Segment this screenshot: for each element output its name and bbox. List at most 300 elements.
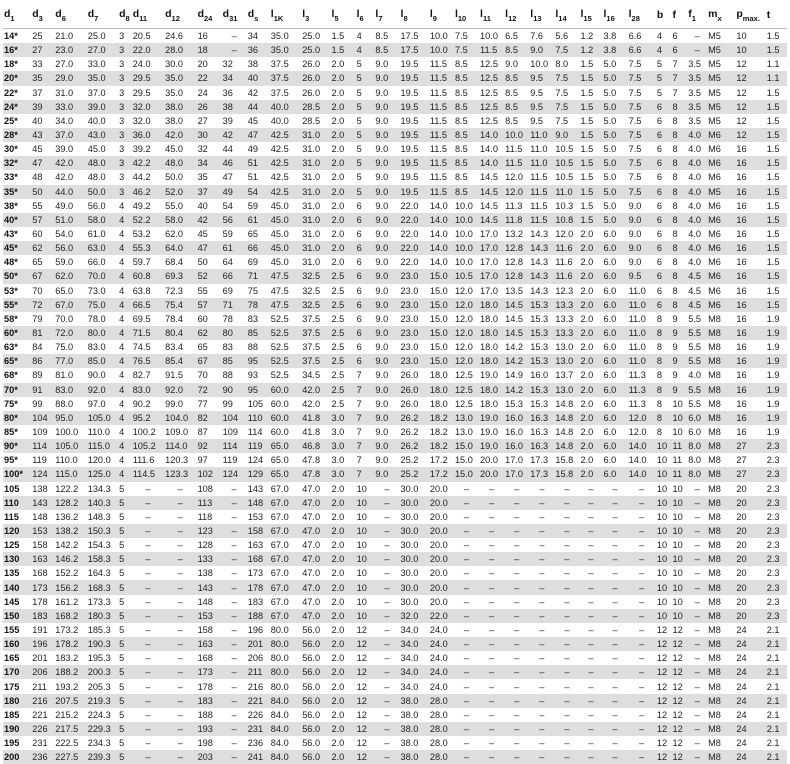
table-cell: 196 (31, 637, 54, 651)
table-cell: 20.0 (429, 580, 454, 594)
table-cell: 10.5 (554, 170, 579, 184)
table-cell: 20.0 (429, 482, 454, 496)
table-cell: 2.3 (766, 510, 787, 524)
table-cell: 5.0 (603, 213, 628, 227)
table-cell: 23.0 (54, 43, 86, 57)
table-cell: 5 (118, 679, 132, 693)
table-cell: – (479, 510, 504, 524)
table-cell: – (504, 651, 529, 665)
row-key-cell: 135 (3, 566, 31, 580)
table-cell: 31.0 (301, 128, 330, 142)
table-row (3, 241, 787, 255)
column-header (87, 2, 118, 29)
table-cell: 1.5 (766, 255, 787, 269)
column-header-symbol: b (657, 9, 663, 21)
table-cell: 40 (247, 71, 270, 85)
table-cell: 5.5 (687, 383, 707, 397)
table-row (3, 566, 787, 580)
table-cell: 11.6 (554, 255, 579, 269)
table-cell: 5.5 (687, 326, 707, 340)
table-cell: 67.0 (270, 482, 301, 496)
table-cell: 36 (222, 86, 247, 100)
table-cell: 40 (197, 199, 222, 213)
table-cell: 3.0 (330, 411, 355, 425)
table-cell: 80.0 (270, 651, 301, 665)
table-cell: 12.5 (454, 397, 479, 411)
table-cell: – (603, 694, 628, 708)
table-cell: 206 (31, 665, 54, 679)
table-cell: – (454, 665, 479, 679)
table-cell: 42 (222, 128, 247, 142)
table-cell: 90.0 (87, 368, 118, 382)
table-cell: 14.5 (479, 185, 504, 199)
table-cell: – (687, 29, 707, 44)
table-row (3, 665, 787, 679)
table-cell: 50 (197, 255, 222, 269)
table-cell: 1.9 (766, 312, 787, 326)
table-cell: – (454, 708, 479, 722)
table-cell: 67.0 (270, 496, 301, 510)
table-cell: 4.0 (687, 213, 707, 227)
table-cell: – (579, 524, 602, 538)
row-key-cell: 130 (3, 552, 31, 566)
table-row (3, 453, 787, 467)
table-cell: – (579, 708, 602, 722)
table-cell: 20.0 (479, 453, 504, 467)
table-cell: 2.0 (579, 340, 602, 354)
table-cell: 40.0 (270, 100, 301, 114)
table-cell: 10 (672, 580, 688, 594)
table-cell: – (222, 708, 247, 722)
table-cell: 105.0 (54, 439, 86, 453)
table-cell: 10 (356, 496, 375, 510)
table-cell: 8.5 (504, 100, 529, 114)
table-cell: – (603, 566, 628, 580)
table-cell: 12 (735, 71, 765, 85)
table-cell: 37 (31, 86, 54, 100)
table-cell: 1.2 (579, 43, 602, 57)
table-cell: – (164, 651, 196, 665)
table-cell: 12.5 (479, 114, 504, 128)
table-cell: 12 (656, 651, 672, 665)
table-cell: 6.0 (603, 255, 628, 269)
table-row (3, 213, 787, 227)
column-header-symbol: l (430, 8, 433, 20)
table-cell: 19.5 (400, 86, 429, 100)
table-cell: 1.5 (579, 199, 602, 213)
table-cell: 9.0 (374, 100, 399, 114)
table-cell: 2.0 (579, 411, 602, 425)
table-cell: 156.2 (54, 580, 86, 594)
table-row (3, 580, 787, 594)
table-cell: 24 (197, 86, 222, 100)
table-cell: 3.5 (687, 114, 707, 128)
table-cell: – (554, 750, 579, 764)
table-cell: M8 (707, 708, 735, 722)
table-cell: 14.0 (628, 439, 656, 453)
table-cell: 80.0 (270, 637, 301, 651)
table-cell: 2.0 (330, 538, 355, 552)
table-cell: 20 (735, 552, 765, 566)
table-cell: 44 (222, 142, 247, 156)
table-cell: – (454, 538, 479, 552)
table-cell: 2.0 (330, 566, 355, 580)
table-cell: M8 (707, 326, 735, 340)
table-cell: 61 (247, 213, 270, 227)
table-cell: M6 (707, 156, 735, 170)
table-cell: 148.3 (87, 510, 118, 524)
table-cell: 39.0 (87, 100, 118, 114)
table-cell: 6 (656, 255, 672, 269)
table-cell: 9.0 (374, 114, 399, 128)
table-cell: M8 (707, 425, 735, 439)
table-cell: – (628, 524, 656, 538)
row-key-cell: 85* (3, 425, 31, 439)
table-cell: 6.5 (504, 29, 529, 44)
column-header (479, 2, 504, 29)
table-cell: 48.0 (87, 156, 118, 170)
table-cell: 104 (31, 411, 54, 425)
table-cell: 8 (656, 368, 672, 382)
table-cell: – (603, 623, 628, 637)
table-cell: 31.0 (301, 156, 330, 170)
table-cell: 67.0 (270, 510, 301, 524)
table-cell: 14.0 (479, 142, 504, 156)
table-cell: 12 (672, 623, 688, 637)
table-cell: 205.3 (87, 679, 118, 693)
row-key-cell: 63* (3, 340, 31, 354)
table-cell: 71 (247, 269, 270, 283)
table-cell: – (529, 566, 554, 580)
table-cell: 173 (31, 580, 54, 594)
table-cell: 45 (31, 142, 54, 156)
table-cell: 47 (247, 128, 270, 142)
column-header-subscript: 7 (378, 14, 382, 23)
table-cell: 37.5 (270, 86, 301, 100)
table-cell: 59 (222, 227, 247, 241)
table-cell: 4 (118, 213, 132, 227)
table-cell: 30.0 (400, 595, 429, 609)
table-cell: – (628, 679, 656, 693)
table-cell: 110.0 (54, 453, 86, 467)
table-cell: 8.5 (454, 142, 479, 156)
table-cell: 211 (31, 679, 54, 693)
table-cell: 217.5 (54, 722, 86, 736)
table-cell: 16 (735, 142, 765, 156)
table-cell: 4.0 (687, 368, 707, 382)
table-cell: 50 (31, 185, 54, 199)
table-cell: 2.0 (579, 298, 602, 312)
table-cell: 38.0 (400, 694, 429, 708)
table-cell: 163 (31, 552, 54, 566)
table-row (3, 552, 787, 566)
table-cell: 2.1 (766, 736, 787, 750)
table-cell: – (579, 538, 602, 552)
table-cell: 6.0 (603, 439, 628, 453)
table-cell: 20 (735, 580, 765, 594)
table-cell: 62.0 (164, 227, 196, 241)
table-cell: 14.8 (554, 439, 579, 453)
table-cell: – (504, 595, 529, 609)
table-cell: – (164, 623, 196, 637)
table-cell: 8 (672, 269, 688, 283)
table-cell: 16 (735, 269, 765, 283)
table-cell: 9.0 (374, 467, 399, 481)
table-cell: 15.3 (529, 312, 554, 326)
table-cell: 183 (247, 595, 270, 609)
table-row (3, 439, 787, 453)
table-cell: 49 (222, 185, 247, 199)
table-cell: 28.0 (429, 750, 454, 764)
table-cell: – (687, 496, 707, 510)
table-cell: 6.0 (603, 298, 628, 312)
table-cell: 54 (247, 185, 270, 199)
table-row (3, 100, 787, 114)
table-cell: 5 (118, 623, 132, 637)
row-key-cell: 35* (3, 185, 31, 199)
table-cell: – (529, 708, 554, 722)
table-cell: 2.5 (330, 284, 355, 298)
table-cell: 30.0 (400, 524, 429, 538)
table-cell: 16 (735, 425, 765, 439)
column-header (222, 2, 247, 29)
table-cell: M8 (707, 340, 735, 354)
table-cell: 37 (197, 185, 222, 199)
table-cell: 26.0 (301, 71, 330, 85)
table-cell: – (579, 510, 602, 524)
table-cell: 7 (672, 86, 688, 100)
table-cell: 32.0 (400, 609, 429, 623)
table-cell: – (504, 524, 529, 538)
table-cell: 14.8 (554, 425, 579, 439)
table-cell: 123.3 (164, 467, 196, 481)
table-cell: 9.0 (374, 185, 399, 199)
table-cell: 45 (247, 114, 270, 128)
table-row (3, 86, 787, 100)
column-header-subscript: 12 (172, 14, 180, 23)
table-cell: 31.0 (54, 86, 86, 100)
table-cell: 5 (118, 609, 132, 623)
table-cell: 88 (247, 340, 270, 354)
table-cell: 26.0 (400, 397, 429, 411)
row-key-cell: 43* (3, 227, 31, 241)
table-cell: 32.5 (301, 269, 330, 283)
table-cell: 20.0 (429, 496, 454, 510)
table-cell: 2.0 (330, 496, 355, 510)
table-cell: 42.5 (270, 128, 301, 142)
table-cell: 44.0 (54, 185, 86, 199)
table-cell: 27 (735, 439, 765, 453)
table-cell: – (603, 552, 628, 566)
table-cell: 11.5 (429, 170, 454, 184)
table-cell: 93 (247, 368, 270, 382)
table-cell: – (132, 510, 164, 524)
table-cell: 17.2 (429, 453, 454, 467)
table-cell: 8.5 (454, 100, 479, 114)
table-cell: – (628, 510, 656, 524)
table-cell: – (554, 651, 579, 665)
table-cell: – (479, 736, 504, 750)
table-cell: 35.0 (270, 43, 301, 57)
table-cell: 60.0 (270, 383, 301, 397)
table-cell: 2.0 (330, 156, 355, 170)
table-cell: 8.5 (454, 170, 479, 184)
row-key-cell: 115 (3, 510, 31, 524)
table-cell: 6 (656, 241, 672, 255)
table-cell: – (374, 496, 399, 510)
table-cell: 16 (735, 185, 765, 199)
table-cell: 10 (672, 397, 688, 411)
table-cell: 4 (118, 439, 132, 453)
table-cell: 14.3 (529, 227, 554, 241)
table-cell: 1.5 (579, 128, 602, 142)
table-cell: 24.0 (429, 651, 454, 665)
table-cell: 10.0 (454, 213, 479, 227)
table-cell: 11.0 (628, 326, 656, 340)
table-cell: 19.0 (479, 411, 504, 425)
table-cell: 33 (31, 57, 54, 71)
table-cell: 7.5 (454, 43, 479, 57)
table-cell: 8 (672, 284, 688, 298)
table-cell: – (603, 538, 628, 552)
table-cell: 16 (735, 213, 765, 227)
table-cell: 20 (735, 566, 765, 580)
table-cell: 153 (197, 609, 222, 623)
table-cell: – (454, 722, 479, 736)
table-cell: 16 (735, 354, 765, 368)
table-cell: 16 (735, 368, 765, 382)
table-cell: – (374, 482, 399, 496)
table-cell: – (579, 722, 602, 736)
table-cell: 24 (735, 651, 765, 665)
table-cell: 45.0 (270, 227, 301, 241)
table-cell: 23.0 (400, 326, 429, 340)
table-cell: – (479, 623, 504, 637)
table-cell: 178 (197, 679, 222, 693)
table-cell: 47.5 (270, 269, 301, 283)
table-cell: 7.5 (554, 86, 579, 100)
table-cell: 9.5 (529, 114, 554, 128)
table-cell: 4.5 (687, 298, 707, 312)
table-row (3, 651, 787, 665)
table-cell: 154.3 (87, 538, 118, 552)
table-cell: 1.2 (579, 29, 602, 44)
row-key-cell: 75* (3, 397, 31, 411)
table-cell: 69 (222, 284, 247, 298)
table-cell: 20 (197, 57, 222, 71)
table-cell: 29.0 (54, 71, 86, 85)
table-cell: 5.0 (603, 100, 628, 114)
table-cell: 10 (672, 609, 688, 623)
table-cell: 6 (356, 340, 375, 354)
table-cell: 7.5 (554, 100, 579, 114)
row-key-cell: 32* (3, 156, 31, 170)
table-cell: – (454, 637, 479, 651)
table-cell: 216 (247, 679, 270, 693)
table-cell: 31.0 (301, 170, 330, 184)
table-cell: 1.9 (766, 411, 787, 425)
table-cell: 9.0 (374, 241, 399, 255)
table-cell: 52 (197, 269, 222, 283)
column-header-subscript: 9 (433, 14, 437, 23)
table-cell: 215.2 (54, 708, 86, 722)
table-cell: 12 (356, 623, 375, 637)
table-cell: 12.5 (479, 71, 504, 85)
table-cell: M8 (707, 722, 735, 736)
table-cell: – (529, 722, 554, 736)
table-cell: 12.0 (504, 170, 529, 184)
table-cell: 39 (222, 114, 247, 128)
table-cell: – (603, 736, 628, 750)
table-cell: 3 (118, 43, 132, 57)
table-cell: 11 (672, 467, 688, 481)
table-cell: 83.0 (54, 383, 86, 397)
table-cell: 83.0 (87, 340, 118, 354)
table-cell: 12.8 (504, 241, 529, 255)
table-cell: – (687, 482, 707, 496)
table-cell: 12.5 (454, 368, 479, 382)
table-cell: 3.0 (330, 467, 355, 481)
table-cell: 7 (356, 383, 375, 397)
dimension-table-container (3, 2, 787, 764)
table-cell: 4 (118, 298, 132, 312)
table-cell: 14.0 (628, 467, 656, 481)
table-cell: 6.0 (603, 284, 628, 298)
row-key-cell: 55* (3, 298, 31, 312)
table-cell: 2.0 (330, 213, 355, 227)
table-cell: 3 (118, 86, 132, 100)
table-cell: 52.5 (270, 368, 301, 382)
table-cell: 24.0 (429, 679, 454, 693)
table-cell: 80 (222, 326, 247, 340)
table-cell: 12.0 (628, 425, 656, 439)
table-cell: – (603, 510, 628, 524)
row-key-cell: 16* (3, 43, 31, 57)
table-cell: – (132, 651, 164, 665)
table-cell: 9 (672, 326, 688, 340)
table-cell: – (454, 566, 479, 580)
table-cell: 9.0 (374, 383, 399, 397)
table-cell: – (529, 524, 554, 538)
table-cell: – (132, 694, 164, 708)
table-cell: 48.0 (87, 170, 118, 184)
table-cell: 24 (735, 637, 765, 651)
table-row (3, 199, 787, 213)
table-cell: 8.0 (554, 57, 579, 71)
table-cell: 65 (247, 227, 270, 241)
table-cell: 4 (118, 453, 132, 467)
table-cell: 43.0 (87, 128, 118, 142)
table-cell: – (504, 538, 529, 552)
table-cell: 2.1 (766, 623, 787, 637)
table-cell: 42.0 (54, 170, 86, 184)
table-cell: 14.0 (479, 128, 504, 142)
table-cell: 10 (356, 580, 375, 594)
table-cell: 231 (247, 722, 270, 736)
table-cell: 12.8 (504, 255, 529, 269)
column-header-symbol: m (708, 8, 717, 20)
table-cell: 99 (222, 397, 247, 411)
table-cell: – (132, 566, 164, 580)
table-cell: 74.5 (132, 340, 164, 354)
table-cell: – (529, 694, 554, 708)
table-cell: – (687, 651, 707, 665)
table-cell: 7.5 (628, 100, 656, 114)
table-cell: 236 (31, 750, 54, 764)
table-cell: 31.0 (301, 255, 330, 269)
table-cell: 3 (118, 185, 132, 199)
table-cell: 13.0 (554, 383, 579, 397)
